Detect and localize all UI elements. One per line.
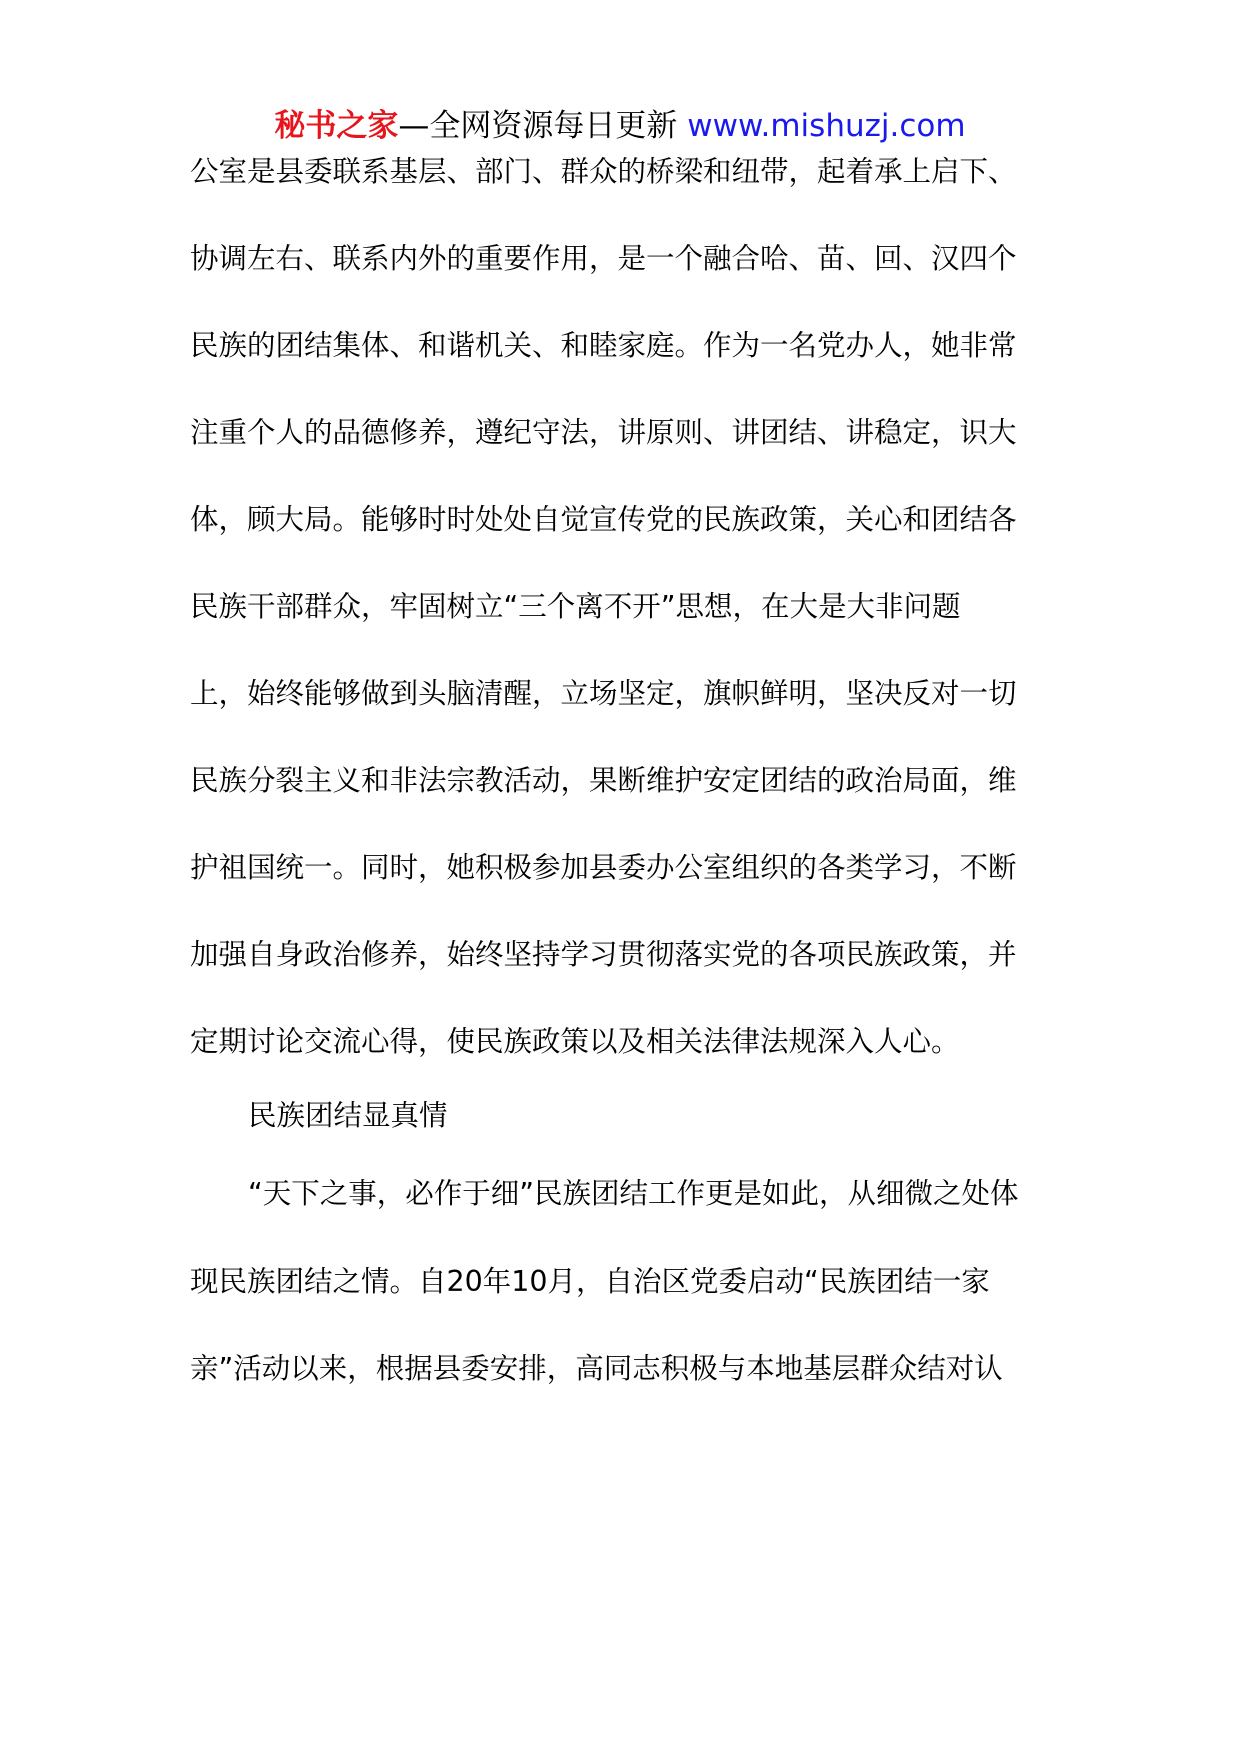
body-line: 定期讨论交流心得，使民族政策以及相关法律法规深入人心。 xyxy=(190,1025,960,1058)
brand-name: 秘书之家 xyxy=(274,108,399,144)
paragraph-first-line: “天下之事，必作于细”民族团结工作更是如此，从细微之处体 xyxy=(248,1177,1019,1210)
body-line: 公室是县委联系基层、部门、群众的桥梁和纽带，起着承上启下、 xyxy=(190,155,1017,188)
section-heading: 民族团结显真情 xyxy=(248,1099,448,1132)
body-line: 注重个人的品德修养，遵纪守法，讲原则、讲团结、讲稳定，识大 xyxy=(190,416,1017,449)
body-line: 护祖国统一。同时，她积极参加县委办公室组织的各类学习，不断 xyxy=(190,851,1017,884)
body-line: 民族分裂主义和非法宗教活动，果断维护安定团结的政治局面，维 xyxy=(190,764,1017,797)
header-tagline: —全网资源每日更新 xyxy=(398,108,688,144)
site-url-link[interactable]: www.mishuzj.com xyxy=(687,108,966,144)
body-line: 协调左右、联系内外的重要作用，是一个融合哈、苗、回、汉四个 xyxy=(190,242,1017,275)
body-line: 现民族团结之情。自20年10月，自治区党委启动“民族团结一家 xyxy=(190,1265,990,1298)
body-line: 民族干部群众，牢固树立“三个离不开”思想，在大是大非问题 xyxy=(190,590,961,623)
body-line: 民族的团结集体、和谐机关、和睦家庭。作为一名党办人，她非常 xyxy=(190,329,1017,362)
site-header xyxy=(0,104,1240,148)
body-line: 上，始终能够做到头脑清醒，立场坚定，旗帜鲜明，坚决反对一切 xyxy=(190,677,1017,710)
body-line: 加强自身政治修养，始终坚持学习贯彻落实党的各项民族政策，并 xyxy=(190,938,1017,971)
body-line: 亲”活动以来，根据县委安排，高同志积极与本地基层群众结对认 xyxy=(190,1352,1003,1385)
body-line: 体，顾大局。能够时时处处自觉宣传党的民族政策，关心和团结各 xyxy=(190,503,1017,536)
